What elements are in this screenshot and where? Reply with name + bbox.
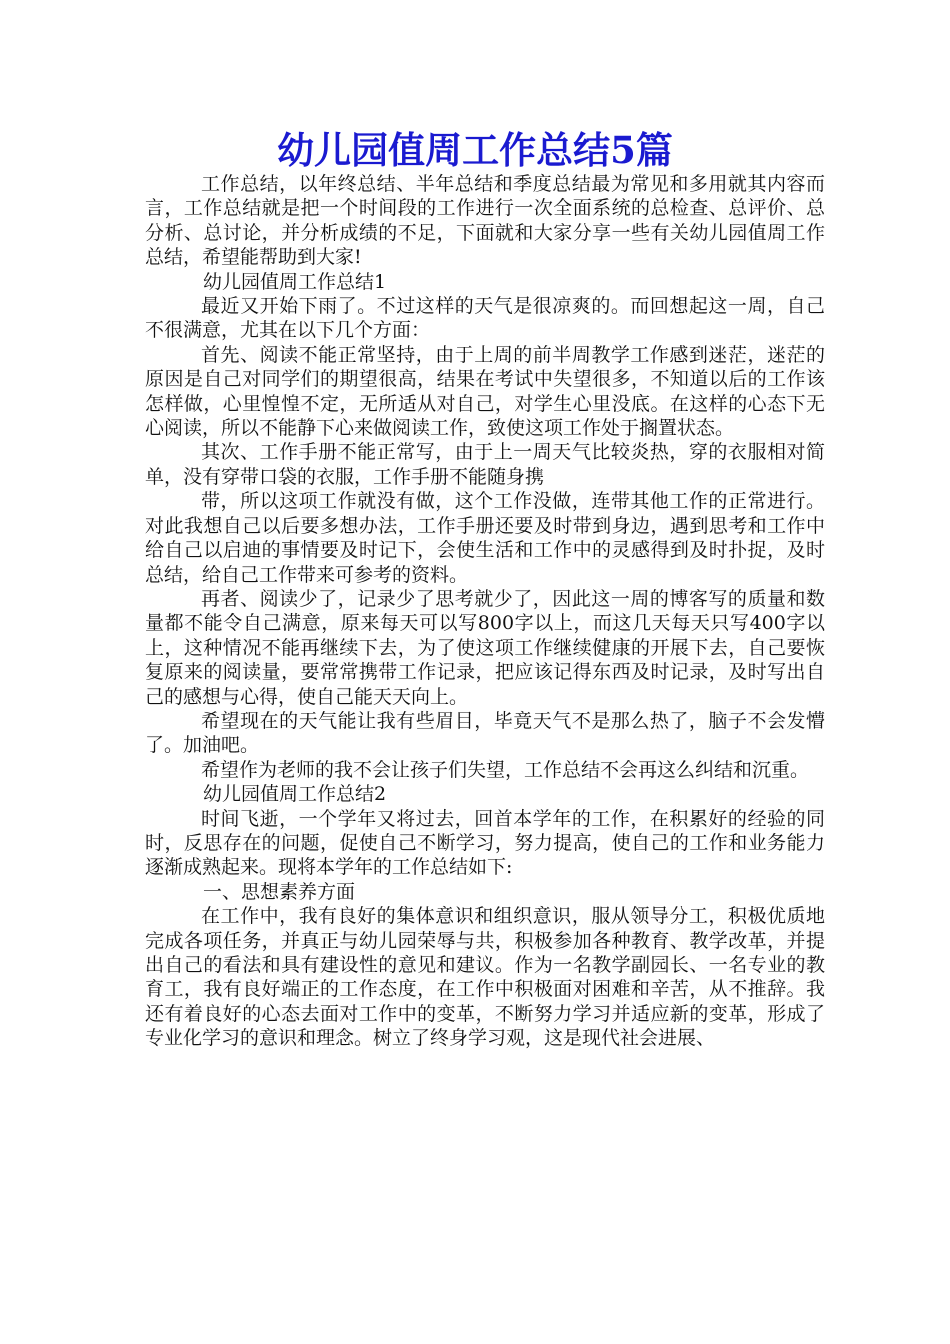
intro-paragraph: 工作总结，以年终总结、半年总结和季度总结最为常见和多用就其内容而言，工作总结就是把一个时间段的工作进行一次全面系统的总检查、总评价、总分析、总讨论，并分析成绩的不足，下面就和大家分享一些有关幼儿园值周工作总结，希望能帮助到大家!: [145, 173, 825, 269]
paragraph: 首先、阅读不能正常坚持，由于上周的前半周教学工作感到迷茫，迷茫的原因是自己对同学们的期望很高，结果在考试中失望很多，不知道以后的工作该怎样做，心里惶惶不定，无所适从对自己，对学生心里没底。在这样的心态下无心阅读，所以不能静下心来做阅读工作，致使这项工作处于搁置状态。: [145, 343, 825, 440]
document-body: [145, 172, 825, 1051]
section-heading-2: 幼儿园值周工作总结2: [202, 783, 387, 806]
paragraph: 希望作为老师的我不会让孩子们失望，工作总结不会再这么纠结和沉重。: [201, 758, 810, 781]
paragraph: 希望现在的天气能让我有些眉目，毕竟天气不是那么热了，脑子不会发懵了。加油吧。: [145, 709, 825, 757]
paragraph: 在工作中，我有良好的集体意识和组织意识，服从领导分工，积极优质地完成各项任务，并真正与幼儿园荣辱与共，积极参加各种教育、教学改革，并提出自己的看法和具有建设性的意见和建议。作为一名教学副园长、一名专业的教育工，我有良好端正的工作态度，在工作中积极面对困难和辛苦，从不推辞。我还有着良好的心态去面对工作中的变革，不断努力学习并适应新的变革，形成了专业化学习的意识和理念。树立了终身学习观，这是现代社会进展、: [145, 905, 825, 1050]
document-title: 幼儿园值周工作总结5篇: [277, 128, 673, 172]
section-heading-1: 幼儿园值周工作总结1: [202, 270, 387, 293]
paragraph: 带，所以这项工作就没有做，这个工作没做，连带其他工作的正常进行。对此我想自己以后要多想办法，工作手册还要及时带到身边，遇到思考和工作中给自己以启迪的事情要及时记下，会使生活和工作中的灵感得到及时扑捉，及时总结，给自己工作带来可参考的资料。: [145, 490, 825, 586]
paragraph: 再者、阅读少了，记录少了思考就少了，因此这一周的博客写的质量和数量都不能令自己满意，原来每天可以写800字以上，而这几天每天只写400字以上，这种情况不能再继续下去，为了使这项工作继续健康的开展下去，自己要恢复原来的阅读量，要常常携带工作记录，把应该记得东西及时记录，及时写出自己的感想与心得，使自己能天天向上。: [145, 587, 825, 708]
paragraph: 时间飞逝，一个学年又将过去，回首本学年的工作，在积累好的经验的同时，反思存在的问题，促使自己不断学习，努力提高，使自己的工作和业务能力逐渐成熟起来。现将本学年的工作总结如下:: [145, 807, 825, 879]
paragraph: 其次、工作手册不能正常写，由于上一周天气比较炎热，穿的衣服相对简单，没有穿带口袋的衣服，工作手册不能随身携: [145, 441, 825, 488]
subsection-heading: 一、思想素养方面: [202, 880, 355, 903]
paragraph: 最近又开始下雨了。不过这样的天气是很凉爽的。而回想起这一周，自己不很满意，尤其在以下几个方面：: [145, 295, 825, 342]
